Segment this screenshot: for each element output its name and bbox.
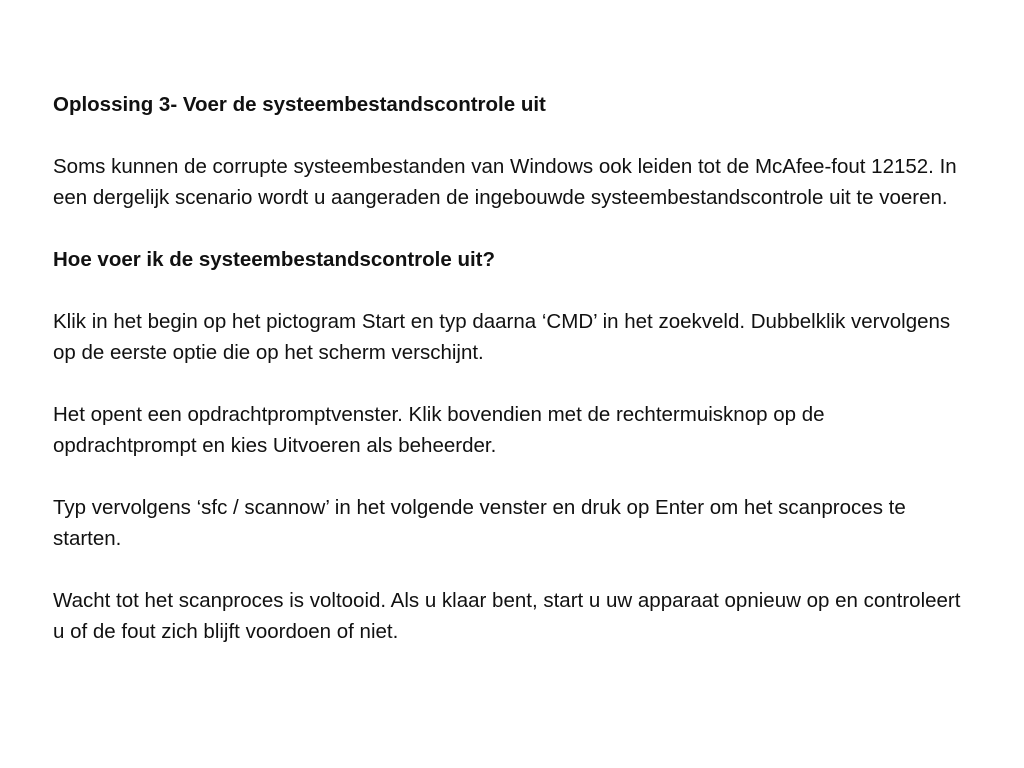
- step-paragraph-1: Klik in het begin op het pictogram Start en typ daarna ‘CMD’ in het zoekveld. Dubbelklik vervolgens op de eerste optie die op het scherm verschijnt.: [53, 310, 951, 364]
- step-paragraph-3: Typ vervolgens ‘sfc / scannow’ in het volgende venster en druk op Enter om het scanproces te starten.: [53, 496, 906, 550]
- intro-paragraph: Soms kunnen de corrupte systeembestanden van Windows ook leiden tot de McAfee-fout 12152. In een dergelijk scenario wordt u aangeraden de ingebouwde systeembestandscontrole uit te voeren.: [53, 155, 957, 209]
- slide-heading: Oplossing 3- Voer de systeembestandscontrole uit: [53, 93, 546, 116]
- slide-content: [53, 89, 973, 678]
- step-paragraph-4: Wacht tot het scanproces is voltooid. Als u klaar bent, start u uw apparaat opnieuw op en controleert u of de fout zich blijft voordoen of niet.: [53, 589, 961, 643]
- step-paragraph-2: Het opent een opdrachtpromptvenster. Klik bovendien met de rechtermuisknop op de opdrachtprompt en kies Uitvoeren als beheerder.: [53, 403, 825, 457]
- slide-subheading: Hoe voer ik de systeembestandscontrole uit?: [53, 248, 496, 271]
